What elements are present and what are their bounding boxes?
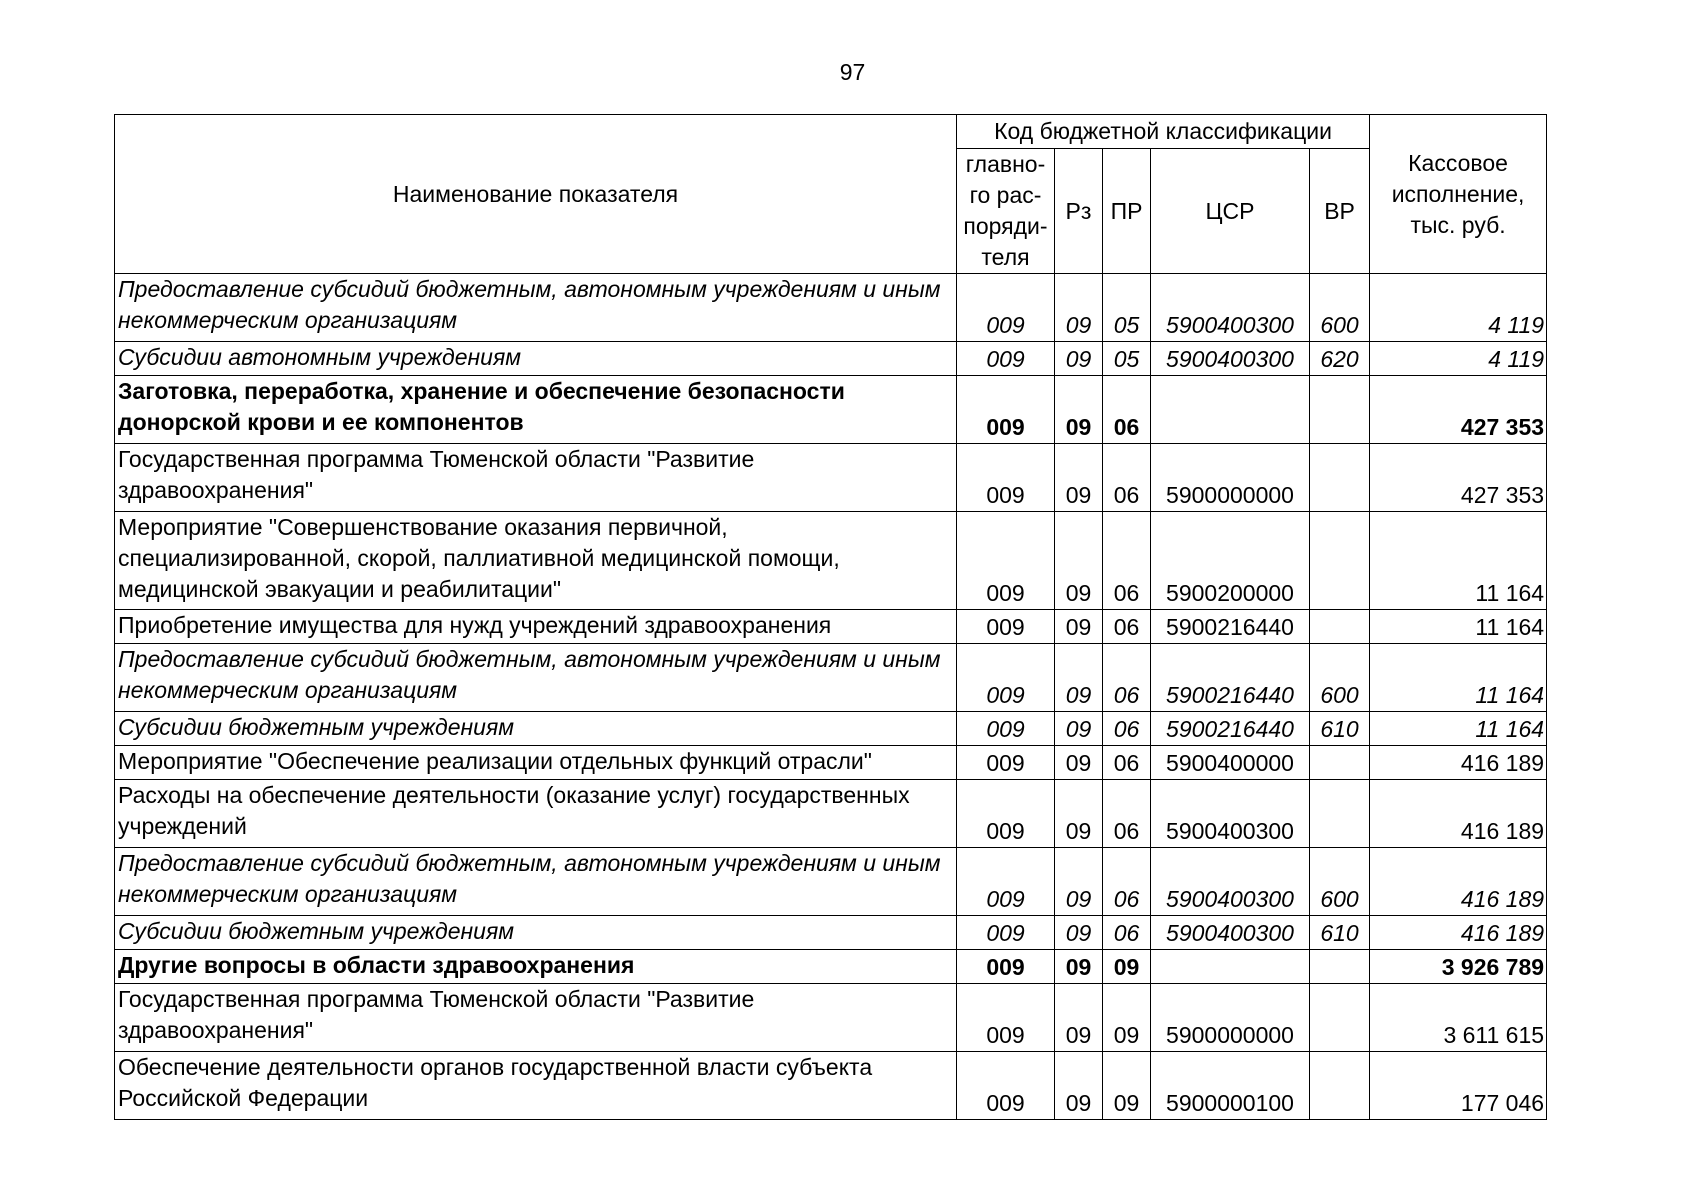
row-amount: 427 353 bbox=[1370, 444, 1547, 512]
row-csr: 5900216440 bbox=[1151, 712, 1310, 746]
row-vr: 600 bbox=[1310, 848, 1370, 916]
row-amount: 11 164 bbox=[1370, 512, 1547, 610]
row-pr: 06 bbox=[1103, 916, 1151, 950]
row-vr: 620 bbox=[1310, 342, 1370, 376]
row-glavn: 009 bbox=[957, 644, 1055, 712]
row-name: Предоставление субсидий бюджетным, автономным учреждениям и иным некоммерческим организациям bbox=[115, 274, 957, 342]
row-rz: 09 bbox=[1055, 644, 1103, 712]
row-pr: 09 bbox=[1103, 950, 1151, 984]
table-row bbox=[115, 712, 1547, 746]
row-vr: 600 bbox=[1310, 644, 1370, 712]
row-amount: 416 189 bbox=[1370, 916, 1547, 950]
row-name: Приобретение имущества для нужд учреждений здравоохранения bbox=[115, 610, 957, 644]
table-row bbox=[115, 512, 1547, 610]
row-vr bbox=[1310, 376, 1370, 444]
table-row bbox=[115, 848, 1547, 916]
table-row bbox=[115, 644, 1547, 712]
row-rz: 09 bbox=[1055, 712, 1103, 746]
row-csr: 5900000000 bbox=[1151, 444, 1310, 512]
row-glavn: 009 bbox=[957, 950, 1055, 984]
header-code-group: Код бюджетной классификации bbox=[957, 115, 1370, 149]
row-glavn: 009 bbox=[957, 444, 1055, 512]
row-glavn: 009 bbox=[957, 848, 1055, 916]
row-rz: 09 bbox=[1055, 274, 1103, 342]
table-row bbox=[115, 1052, 1547, 1120]
row-rz: 09 bbox=[1055, 780, 1103, 848]
header-vr: ВР bbox=[1310, 149, 1370, 274]
header-rz: Рз bbox=[1055, 149, 1103, 274]
row-glavn: 009 bbox=[957, 916, 1055, 950]
row-pr: 06 bbox=[1103, 512, 1151, 610]
row-name: Расходы на обеспечение деятельности (оказание услуг) государственных учреждений bbox=[115, 780, 957, 848]
row-rz: 09 bbox=[1055, 376, 1103, 444]
row-vr: 610 bbox=[1310, 712, 1370, 746]
row-name: Другие вопросы в области здравоохранения bbox=[115, 950, 957, 984]
row-pr: 06 bbox=[1103, 644, 1151, 712]
table-row bbox=[115, 444, 1547, 512]
table-header bbox=[115, 115, 1547, 274]
table-row bbox=[115, 342, 1547, 376]
header-glavn: главно-го рас-поряди-теля bbox=[957, 149, 1055, 274]
row-rz: 09 bbox=[1055, 916, 1103, 950]
row-glavn: 009 bbox=[957, 1052, 1055, 1120]
row-amount: 4 119 bbox=[1370, 274, 1547, 342]
row-rz: 09 bbox=[1055, 950, 1103, 984]
row-pr: 05 bbox=[1103, 342, 1151, 376]
row-name: Предоставление субсидий бюджетным, автономным учреждениям и иным некоммерческим организациям bbox=[115, 644, 957, 712]
table-row bbox=[115, 746, 1547, 780]
page-number: 97 bbox=[839, 59, 866, 85]
row-amount: 416 189 bbox=[1370, 746, 1547, 780]
row-pr: 06 bbox=[1103, 444, 1151, 512]
row-name: Обеспечение деятельности органов государственной власти субъекта Российской Федерации bbox=[115, 1052, 957, 1120]
table-row bbox=[115, 274, 1547, 342]
row-glavn: 009 bbox=[957, 780, 1055, 848]
row-pr: 05 bbox=[1103, 274, 1151, 342]
header-name: Наименование показателя bbox=[115, 115, 957, 274]
row-csr: 5900400300 bbox=[1151, 274, 1310, 342]
row-rz: 09 bbox=[1055, 512, 1103, 610]
row-name: Предоставление субсидий бюджетным, автономным учреждениям и иным некоммерческим организациям bbox=[115, 848, 957, 916]
row-rz: 09 bbox=[1055, 610, 1103, 644]
row-vr: 610 bbox=[1310, 916, 1370, 950]
row-amount: 177 046 bbox=[1370, 1052, 1547, 1120]
row-rz: 09 bbox=[1055, 444, 1103, 512]
row-vr bbox=[1310, 610, 1370, 644]
row-csr: 5900216440 bbox=[1151, 610, 1310, 644]
table-row bbox=[115, 376, 1547, 444]
table-row bbox=[115, 610, 1547, 644]
row-csr: 5900400300 bbox=[1151, 780, 1310, 848]
row-glavn: 009 bbox=[957, 984, 1055, 1052]
row-name: Мероприятие "Совершенствование оказания первичной, специализированной, скорой, паллиативной медицинской помощи, медицинской эвакуации и реабилитации" bbox=[115, 512, 957, 610]
row-rz: 09 bbox=[1055, 848, 1103, 916]
row-glavn: 009 bbox=[957, 342, 1055, 376]
row-name: Государственная программа Тюменской области "Развитие здравоохранения" bbox=[115, 984, 957, 1052]
row-csr: 5900200000 bbox=[1151, 512, 1310, 610]
table-row bbox=[115, 916, 1547, 950]
budget-table bbox=[114, 114, 1547, 1120]
row-rz: 09 bbox=[1055, 342, 1103, 376]
row-rz: 09 bbox=[1055, 1052, 1103, 1120]
row-amount: 3 611 615 bbox=[1370, 984, 1547, 1052]
header-amount: Кассовое исполнение, тыс. руб. bbox=[1370, 115, 1547, 274]
row-pr: 06 bbox=[1103, 848, 1151, 916]
table-body bbox=[115, 274, 1547, 1120]
row-csr: 5900400300 bbox=[1151, 342, 1310, 376]
row-csr: 5900000000 bbox=[1151, 984, 1310, 1052]
row-pr: 06 bbox=[1103, 376, 1151, 444]
row-amount: 427 353 bbox=[1370, 376, 1547, 444]
row-rz: 09 bbox=[1055, 984, 1103, 1052]
row-amount: 11 164 bbox=[1370, 610, 1547, 644]
row-glavn: 009 bbox=[957, 512, 1055, 610]
row-vr: 600 bbox=[1310, 274, 1370, 342]
row-amount: 416 189 bbox=[1370, 780, 1547, 848]
row-glavn: 009 bbox=[957, 746, 1055, 780]
row-name: Государственная программа Тюменской области "Развитие здравоохранения" bbox=[115, 444, 957, 512]
row-vr bbox=[1310, 984, 1370, 1052]
row-pr: 06 bbox=[1103, 610, 1151, 644]
row-name: Субсидии бюджетным учреждениям bbox=[115, 916, 957, 950]
row-vr bbox=[1310, 780, 1370, 848]
row-csr bbox=[1151, 950, 1310, 984]
row-glavn: 009 bbox=[957, 610, 1055, 644]
row-csr: 5900400300 bbox=[1151, 916, 1310, 950]
row-csr: 5900400000 bbox=[1151, 746, 1310, 780]
row-csr: 5900400300 bbox=[1151, 848, 1310, 916]
row-amount: 416 189 bbox=[1370, 848, 1547, 916]
row-amount: 11 164 bbox=[1370, 712, 1547, 746]
row-name: Заготовка, переработка, хранение и обеспечение безопасности донорской крови и ее компонентов bbox=[115, 376, 957, 444]
header-csr: ЦСР bbox=[1151, 149, 1310, 274]
row-pr: 09 bbox=[1103, 1052, 1151, 1120]
table-row bbox=[115, 984, 1547, 1052]
row-glavn: 009 bbox=[957, 274, 1055, 342]
row-vr bbox=[1310, 746, 1370, 780]
row-vr bbox=[1310, 950, 1370, 984]
row-pr: 06 bbox=[1103, 780, 1151, 848]
header-pr: ПР bbox=[1103, 149, 1151, 274]
row-name: Субсидии автономным учреждениям bbox=[115, 342, 957, 376]
row-vr bbox=[1310, 1052, 1370, 1120]
row-glavn: 009 bbox=[957, 712, 1055, 746]
row-amount: 4 119 bbox=[1370, 342, 1547, 376]
row-vr bbox=[1310, 512, 1370, 610]
row-csr: 5900000100 bbox=[1151, 1052, 1310, 1120]
row-csr: 5900216440 bbox=[1151, 644, 1310, 712]
row-glavn: 009 bbox=[957, 376, 1055, 444]
row-pr: 09 bbox=[1103, 984, 1151, 1052]
row-amount: 3 926 789 bbox=[1370, 950, 1547, 984]
row-rz: 09 bbox=[1055, 746, 1103, 780]
row-csr bbox=[1151, 376, 1310, 444]
row-pr: 06 bbox=[1103, 712, 1151, 746]
row-vr bbox=[1310, 444, 1370, 512]
row-name: Мероприятие "Обеспечение реализации отдельных функций отрасли" bbox=[115, 746, 957, 780]
row-name: Субсидии бюджетным учреждениям bbox=[115, 712, 957, 746]
table-row bbox=[115, 780, 1547, 848]
table-row bbox=[115, 950, 1547, 984]
row-pr: 06 bbox=[1103, 746, 1151, 780]
row-amount: 11 164 bbox=[1370, 644, 1547, 712]
